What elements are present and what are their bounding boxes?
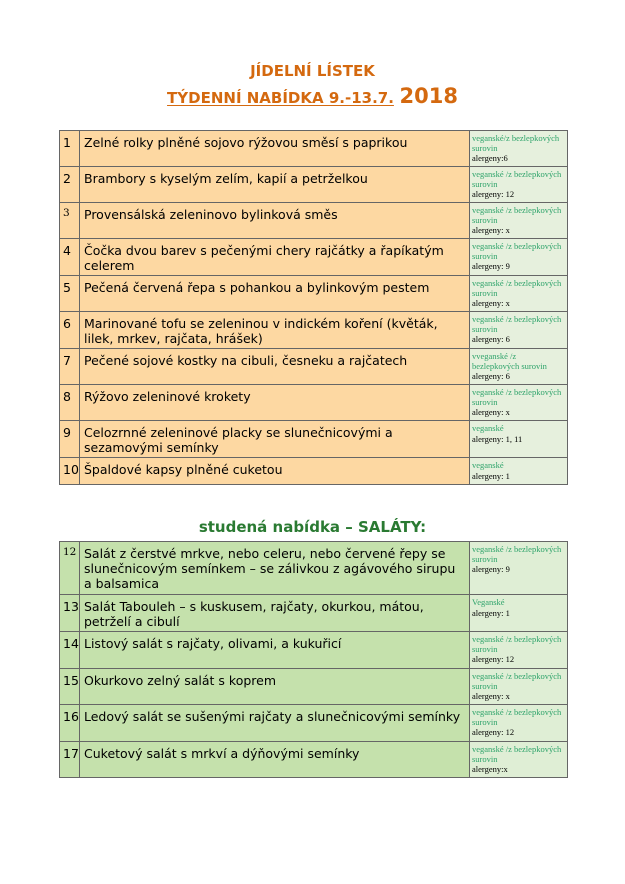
item-info (470, 131, 568, 167)
item-number: 5 (60, 276, 80, 312)
vegan-note: veganské (472, 460, 504, 470)
item-info (470, 458, 568, 485)
table-row (60, 595, 568, 632)
item-info (470, 742, 568, 778)
item-number: 15 (60, 669, 80, 705)
item-info (470, 669, 568, 705)
salads-heading: studená nabídka – SALÁTY: (198, 518, 427, 536)
table-row (60, 131, 568, 167)
allergens: alergeny: 6 (472, 371, 510, 381)
item-name: Špaldové kapsy plněné cuketou (80, 458, 470, 485)
item-info (470, 349, 568, 385)
vegan-note: veganské /z bezlepkových surovin (472, 314, 562, 334)
table-row (60, 705, 568, 742)
item-name: Okurkovo zelný salát s koprem (80, 669, 470, 705)
item-number: 12 (60, 542, 80, 595)
table-row (60, 385, 568, 421)
item-number: 17 (60, 742, 80, 778)
item-name: Pečené sojové kostky na cibuli, česneku a rajčatech (80, 349, 470, 385)
page-title: JÍDELNÍ LÍSTEK (250, 62, 375, 80)
table-row (60, 276, 568, 312)
table-row (60, 312, 568, 349)
table-row (60, 349, 568, 385)
table-row (60, 542, 568, 595)
table-row (60, 742, 568, 778)
item-info (470, 385, 568, 421)
vegan-note: vveganské /z bezlepkových surovin (472, 351, 547, 371)
allergens: alergeny:6 (472, 153, 508, 163)
allergens: alergeny: 12 (472, 189, 515, 199)
item-number: 16 (60, 705, 80, 742)
table-row (60, 632, 568, 669)
vegan-note: veganské /z bezlepkových surovin (472, 744, 562, 764)
table-row (60, 458, 568, 485)
vegan-note: veganské /z bezlepkových surovin (472, 387, 562, 407)
item-info (470, 276, 568, 312)
item-number: 1 (60, 131, 80, 167)
table-row (60, 167, 568, 203)
table-row (60, 203, 568, 239)
item-number: 8 (60, 385, 80, 421)
page-subtitle (0, 84, 625, 108)
item-name: Salát Tabouleh – s kuskusem, rajčaty, okurkou, mátou, petrželí a cibulí (80, 595, 470, 632)
allergens: alergeny: x (472, 407, 510, 417)
table-row (60, 239, 568, 276)
item-number: 3 (60, 203, 80, 239)
vegan-note: veganské /z bezlepkových surovin (472, 634, 562, 654)
item-number: 7 (60, 349, 80, 385)
vegan-note: veganské /z bezlepkových surovin (472, 544, 562, 564)
item-name: Listový salát s rajčaty, olivami, a kukuřicí (80, 632, 470, 669)
item-number: 10 (60, 458, 80, 485)
week-range: TÝDENNÍ NABÍDKA 9.-13.7. (167, 89, 394, 107)
item-name: Pečená červená řepa s pohankou a bylinkovým pestem (80, 276, 470, 312)
allergens: alergeny: x (472, 298, 510, 308)
item-number: 9 (60, 421, 80, 458)
allergens: alergeny: x (472, 225, 510, 235)
vegan-note: veganské (472, 423, 504, 433)
item-info (470, 167, 568, 203)
vegan-note: veganské /z bezlepkových surovin (472, 671, 562, 691)
allergens: alergeny: 12 (472, 654, 515, 664)
allergens: alergeny: 6 (472, 334, 510, 344)
vegan-note: Veganské (472, 597, 505, 607)
item-number: 2 (60, 167, 80, 203)
allergens: alergeny:x (472, 764, 508, 774)
item-info (470, 312, 568, 349)
year: 2018 (399, 84, 458, 108)
item-name: Čočka dvou barev s pečenými chery rajčátky a řapíkatým celerem (80, 239, 470, 276)
item-name: Salát z čerstvé mrkve, nebo celeru, nebo červené řepy se slunečnicovým semínkem – se zálivkou z agávového sirupu a balsamica (80, 542, 470, 595)
vegan-note: veganské /z bezlepkových surovin (472, 241, 562, 261)
item-info (470, 203, 568, 239)
table-row (60, 669, 568, 705)
vegan-note: veganské /z bezlepkových surovin (472, 169, 562, 189)
item-number: 14 (60, 632, 80, 669)
salads-table (59, 541, 568, 778)
allergens: alergeny: 1, 11 (472, 433, 523, 444)
item-number: 13 (60, 595, 80, 632)
item-name: Brambory s kyselým zelím, kapií a petrželkou (80, 167, 470, 203)
item-info (470, 542, 568, 595)
item-name: Zelné rolky plněné sojovo rýžovou směsí s paprikou (80, 131, 470, 167)
item-name: Cuketový salát s mrkví a dýňovými semínky (80, 742, 470, 778)
item-name: Provensálská zeleninovo bylinková směs (80, 203, 470, 239)
item-info (470, 632, 568, 669)
item-number: 4 (60, 239, 80, 276)
allergens: alergeny: 12 (472, 727, 515, 737)
allergens: alergeny: 9 (472, 261, 510, 271)
item-info (470, 421, 568, 458)
vegan-note: veganské /z bezlepkových surovin (472, 707, 562, 727)
allergens: alergeny: x (472, 691, 510, 701)
allergens: alergeny: 1 (472, 470, 510, 481)
vegan-note: veganské/z bezlepkových surovin (472, 133, 560, 153)
item-name: Ledový salát se sušenými rajčaty a slunečnicovými semínky (80, 705, 470, 742)
vegan-note: veganské /z bezlepkových surovin (472, 278, 562, 298)
item-name: Rýžovo zeleninové krokety (80, 385, 470, 421)
allergens: alergeny: 1 (472, 607, 510, 618)
item-info (470, 239, 568, 276)
table-row (60, 421, 568, 458)
vegan-note: veganské /z bezlepkových surovin (472, 205, 562, 225)
menu-table (59, 130, 568, 485)
item-number: 6 (60, 312, 80, 349)
allergens: alergeny: 9 (472, 564, 510, 574)
item-name: Marinované tofu se zeleninou v indickém koření (květák, lilek, mrkev, rajčata, hrášek) (80, 312, 470, 349)
item-info (470, 705, 568, 742)
item-name: Celozrnné zeleninové placky se slunečnicovými a sezamovými semínky (80, 421, 470, 458)
item-info (470, 595, 568, 632)
